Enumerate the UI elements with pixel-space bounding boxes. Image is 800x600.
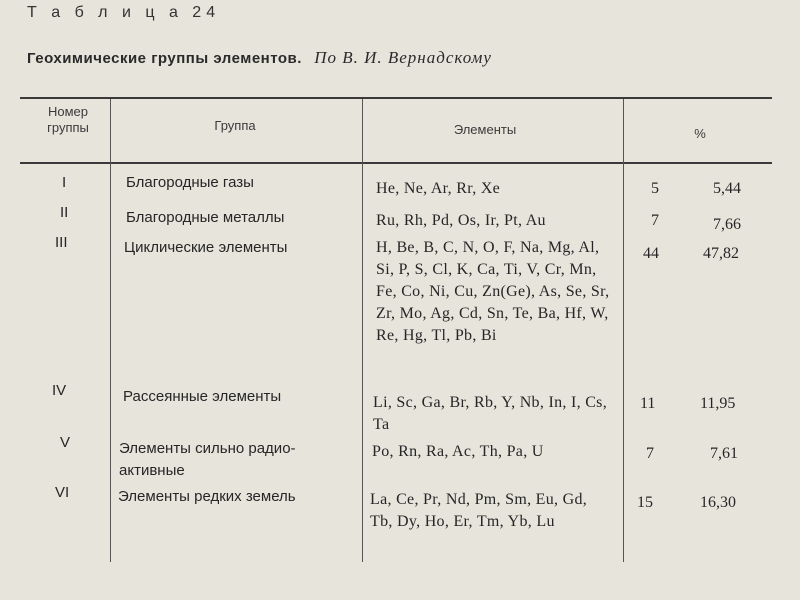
header-group: Группа [214, 118, 256, 133]
row-6-group: Элементы редких земель [118, 488, 296, 505]
table-top-rule [20, 97, 772, 99]
row-6-percent: 16,30 [700, 494, 736, 511]
row-3-count: 44 [643, 245, 659, 262]
row-5-count: 7 [646, 445, 654, 462]
row-6-number: VI [55, 484, 70, 501]
table-caption [27, 48, 492, 68]
header-percent: % [694, 126, 706, 141]
row-1-group: Благородные газы [126, 174, 254, 191]
header-bottom-rule [20, 162, 772, 164]
row-4-percent: 11,95 [700, 395, 736, 412]
row-1-number: I [62, 174, 67, 191]
row-1-count: 5 [651, 180, 659, 197]
table-number: Т а б л и ц а 24 [27, 4, 221, 21]
row-3-group: Циклические элементы [124, 239, 288, 256]
row-5-elements: Po, Rn, Ra, Ac, Th, Pa, U [372, 443, 544, 460]
row-4-elements: Li, Sc, Ga, Br, Rb, Y, Nb, In, I, Cs, Ta [373, 394, 608, 433]
row-5-percent: 7,61 [710, 445, 738, 462]
row-6-elements: La, Ce, Pr, Nd, Pm, Sm, Eu, Gd, Tb, Dy, Ho, Er, Tm, Yb, Lu [370, 491, 588, 530]
row-2-elements: Ru, Rh, Pd, Os, Ir, Pt, Au [376, 212, 546, 229]
header-group-number: Номер группы [47, 104, 89, 135]
caption-source: По В. И. Вернадскому [314, 48, 492, 67]
column-divider-2 [362, 99, 363, 562]
caption-title: Геохимические группы элементов. [27, 50, 302, 67]
row-2-count: 7 [651, 212, 659, 229]
row-1-percent: 5,44 [713, 180, 741, 197]
row-2-percent: 7,66 [713, 216, 741, 233]
row-3-elements: H, Be, B, C, N, O, F, Na, Mg, Al, Si, P, S, Cl, K, Ca, Ti, V, Cr, Mn, Fe, Co, Ni, Cu, Zn(Ge), As, Se, Sr, Zr, Mo, Ag, Cd, Sn, Te, Ba, Hf, W, Re, Hg, Tl, Pb, Bi [376, 239, 610, 344]
row-2-group: Благородные металлы [126, 209, 285, 226]
row-3-number: III [55, 234, 68, 251]
row-3-percent: 47,82 [703, 245, 739, 262]
row-4-group: Рассеянные элементы [123, 388, 282, 405]
row-2-number: II [60, 204, 69, 221]
header-elements: Элементы [453, 122, 517, 137]
row-5-group: Элементы сильно радио-активные [119, 440, 296, 479]
column-divider-3 [623, 99, 624, 562]
column-divider-1 [110, 99, 111, 562]
row-4-number: IV [52, 382, 67, 399]
row-1-elements: He, Ne, Ar, Rr, Xe [376, 180, 501, 197]
row-6-count: 15 [637, 494, 653, 511]
row-5-number: V [60, 434, 71, 451]
row-4-count: 11 [640, 395, 656, 412]
